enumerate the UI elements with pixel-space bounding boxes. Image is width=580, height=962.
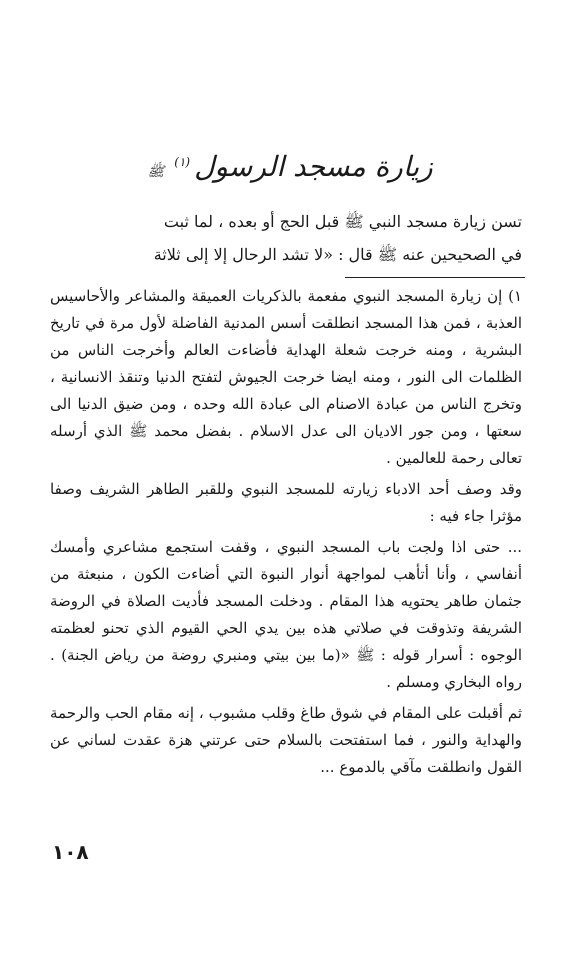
footnote-paragraph-3: ... حتى اذا ولجت باب المسجد النبوي ، وقفت استجمع مشاعري وأمسك أنفاسي ، وأنا أتأهب لمواجهة أنوار النبوة التي أضاءت الكون ، منبعثة من جثمان طاهر يحتويه هذا المقام . ودخلت المسجد فأديت الصلاة في الروضة الشريفة وتذوقت في صلاتي هذه بين يدي الحي القيوم الذي تحنو لعظمته الوجوه : أسرار قوله : ﷺ «(ما بين بيتي ومنبري روضة من رياض الجنة) . رواه البخاري ومسلم . [50,538,522,691]
footnote-paragraph-2: وقد وصف أحد الادباء زيارته للمسجد النبوي وللقبر الطاهر الشريف وصفا مؤثرا جاء فيه : [50,480,522,525]
footnote-paragraph-1: ١) إن زيارة المسجد النبوي مفعمة بالذكريات العميقة والمشاعر والأحاسيس العذبة ، فمن هذا المسجد انطلقت أسس المدنية الفاضلة لأول مرة في تاريخ البشرية ، ومنه خرجت شعلة الهداية فأضاءت العالم وأخرجت الناس من الظلمات الى النور ، ومنه ايضا خرجت الجيوش لتفتح الدنيا وتنقذ الانسانية ، وتخرج الناس من عبادة الاصنام الى عبادة الله وحده ، ومن ضيق الدنيا الى سعتها ، ومن جور الاديان الى عدل الاسلام . بفضل محمد ﷺ الذي أرسله تعالى رحمة للعالمين . [50,287,522,467]
footnote-body [50,283,522,785]
page-number: ١٠٨ [52,840,89,864]
intro-paragraph [50,205,522,271]
footnote-paragraph-4: ثم أقبلت على المقام في شوق طاغ وقلب مشبوب ، إنه مقام الحب والرحمة والهداية والنور ، فما استفتحت بالسلام حتى عرتني هزة عقدت لساني عن القول وانطلقت مآقي بالدموع ... [50,704,522,776]
intro-line-1: تسن زيارة مسجد النبي ﷺ قبل الحج أو بعده ، لما ثبت [163,212,522,231]
honorific-symbol: ﷺ [147,164,165,180]
footnote-mark: (١) [174,154,191,169]
page-title [0,150,580,183]
title-text: زيارة مسجد الرسول [194,150,433,183]
footnote-divider [345,277,525,278]
intro-line-2: في الصحيحين عنه ﷺ قال : «لا تشد الرحال إلا إلى ثلاثة [153,245,522,264]
